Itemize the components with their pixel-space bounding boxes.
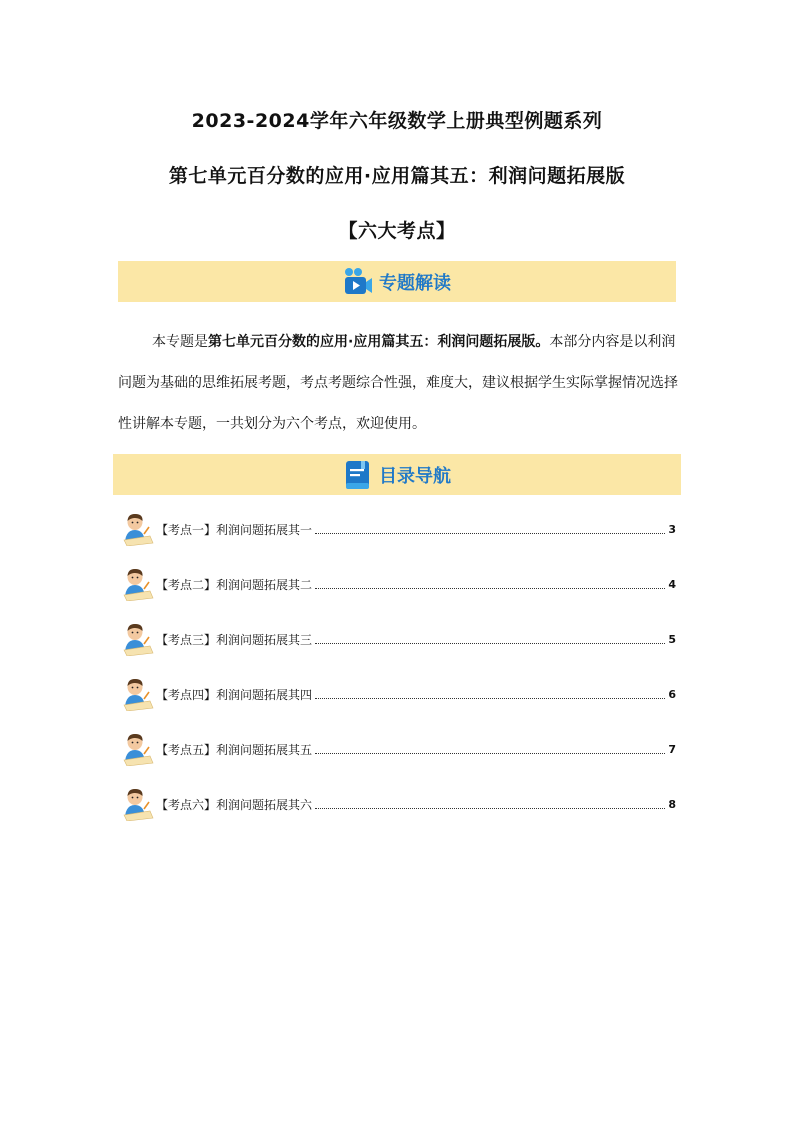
toc-page-number: 4 [668, 577, 676, 591]
toc-dot-leader [315, 808, 665, 809]
toc-item[interactable] [120, 622, 676, 656]
book-icon [343, 459, 373, 491]
toc-item[interactable] [120, 677, 676, 711]
toc-item[interactable] [120, 732, 676, 766]
intro-text-start: 本专题是 [152, 334, 208, 350]
toc-section-heading: 目录导航 [379, 465, 451, 487]
student-writing-icon [120, 787, 154, 821]
student-writing-icon [120, 567, 154, 601]
toc-item-label: 【考点六】利润问题拓展其六 [156, 797, 313, 812]
toc-item-label: 【考点一】利润问题拓展其一 [156, 522, 313, 537]
toc-dot-leader [315, 533, 665, 534]
toc-item-label: 【考点五】利润问题拓展其五 [156, 742, 313, 757]
toc-item-label: 【考点二】利润问题拓展其二 [156, 577, 313, 592]
video-camera-icon [343, 267, 373, 297]
document-tagline: 【六大考点】 [338, 220, 456, 242]
toc-page-number: 6 [668, 687, 676, 701]
student-writing-icon [120, 622, 154, 656]
document-title: 2023-2024学年六年级数学上册典型例题系列 [191, 110, 603, 132]
toc-page-number: 3 [668, 522, 676, 536]
toc-page-number: 7 [668, 742, 676, 756]
toc-page-number: 5 [668, 632, 676, 646]
toc-item[interactable] [120, 512, 676, 546]
document-subtitle: 第七单元百分数的应用·应用篇其五：利润问题拓展版 [168, 165, 626, 187]
intro-text-rest: 本部分内容是以利润问题为基础的思维拓展考题，考点考题综合性强，难度大，建议根据学生实际掌握情况选择性讲解本专题，一共划分为六个考点，欢迎使用。 [118, 334, 678, 432]
toc-dot-leader [315, 643, 665, 644]
toc-item[interactable] [120, 787, 676, 821]
student-writing-icon [120, 677, 154, 711]
toc-section-banner [113, 454, 681, 495]
intro-section-banner [118, 261, 676, 302]
intro-text-bold: 第七单元百分数的应用·应用篇其五：利润问题拓展版。 [208, 334, 550, 350]
toc-dot-leader [315, 698, 665, 699]
toc-item-label: 【考点四】利润问题拓展其四 [156, 687, 313, 702]
student-writing-icon [120, 732, 154, 766]
toc-page-number: 8 [668, 797, 676, 811]
toc-item-label: 【考点三】利润问题拓展其三 [156, 632, 313, 647]
toc-dot-leader [315, 588, 665, 589]
intro-section-heading: 专题解读 [379, 272, 451, 294]
student-writing-icon [120, 512, 154, 546]
intro-paragraph [118, 322, 678, 445]
toc-item[interactable] [120, 567, 676, 601]
toc-dot-leader [315, 753, 665, 754]
